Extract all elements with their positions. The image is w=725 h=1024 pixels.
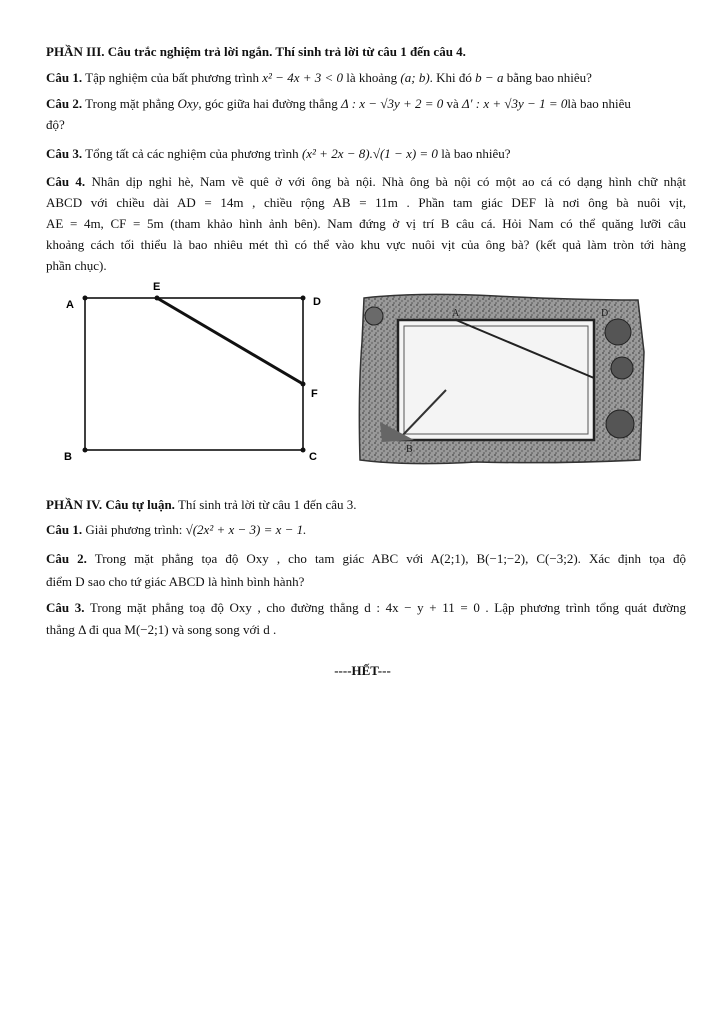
label-d: D — [313, 296, 321, 308]
bush-icon — [365, 307, 383, 325]
photo-label-d: D — [601, 308, 609, 319]
question-4-2-line1: Câu 2. Trong mặt phẳng tọa độ Oxy , cho tam giác ABC với A(2;1), B(−1;−2), C(−3;2). Xác định tọa độ — [46, 551, 686, 566]
bush-icon — [605, 319, 631, 345]
question-4-3-line2: thẳng Δ đi qua M(−2;1) và song song với d . — [46, 622, 277, 637]
question-3-2-cont: độ? — [46, 117, 65, 132]
point-e — [155, 296, 160, 301]
photo-label-a: A — [452, 308, 460, 319]
question-3-1: Câu 1. Tập nghiệm của bất phương trình x² − 4x + 3 < 0 là khoảng (a; b). Khi đó b − a bằng bao nhiêu? — [46, 70, 592, 85]
question-3-4-line4: khoảng cách tối thiểu là bao nhiêu mét thì có thể vào khu vực nuôi vịt của ông bà? (kết quả làm tròn tới hàng — [46, 237, 686, 252]
point-d — [301, 296, 306, 301]
label-f: F — [311, 388, 318, 400]
part3-heading: PHẦN III. Câu trắc nghiệm trả lời ngắn. Thí sinh trả lời từ câu 1 đến câu 4. — [46, 44, 466, 59]
part4-heading: PHẦN IV. Câu tự luận. Thí sinh trả lời từ câu 1 đến câu 3. — [46, 497, 357, 512]
question-3-4-line2: ABCD với chiều dài AD = 14m , chiều rộng AB = 11m . Phần tam giác DEF là nơi ông bà nuôi vịt, — [46, 195, 686, 210]
question-3-3: Câu 3. Tổng tất cả các nghiệm của phương trình (x² + 2x − 8).√(1 − x) = 0 là bao nhiêu? — [46, 146, 511, 161]
question-4-1: Câu 1. Giải phương trình: √(2x² + x − 3) = x − 1. — [46, 522, 307, 537]
point-a — [83, 296, 88, 301]
pond-photo — [356, 292, 646, 467]
question-3-4-line5: phần chục). — [46, 258, 107, 273]
photo-label-b: B — [406, 444, 413, 455]
question-3-4-line3: AE = 4m, CF = 5m (tham khảo hình ảnh bên). Nam đứng ở vị trí B câu cá. Hỏi Nam có thể quăng lưỡi câu — [46, 216, 686, 231]
point-f — [301, 382, 306, 387]
bush-icon — [611, 357, 633, 379]
label-c: C — [309, 451, 317, 463]
question-3-2: Câu 2. Trong mặt phẳng Oxy, góc giữa hai đường thẳng Δ : x − √3y + 2 = 0 và Δ′ : x + √3y − 1 = 0là bao nhiêu — [46, 96, 631, 111]
question-3-4-line1: Câu 4. Nhân dịp nghỉ hè, Nam về quê ở với ông bà nội. Nhà ông bà nội có một ao cá có dạng hình chữ nhật — [46, 174, 686, 189]
question-4-3-line1: Câu 3. Trong mặt phẳng toạ độ Oxy , cho đường thẳng d : 4x − y + 11 = 0 . Lập phương trình tổng quát đường — [46, 600, 686, 615]
segment-ef — [157, 298, 303, 384]
question-4-2-line2: điểm D sao cho tứ giác ABCD là hình bình hành? — [46, 574, 305, 589]
label-e: E — [153, 281, 161, 293]
pond-diagram — [60, 280, 330, 470]
bush-icon — [606, 410, 634, 438]
point-b — [83, 448, 88, 453]
pond-water — [398, 320, 594, 440]
label-b: B — [64, 451, 72, 463]
end-marker: ----HẾT--- — [334, 663, 391, 678]
label-a: A — [66, 299, 74, 311]
point-c — [301, 448, 306, 453]
